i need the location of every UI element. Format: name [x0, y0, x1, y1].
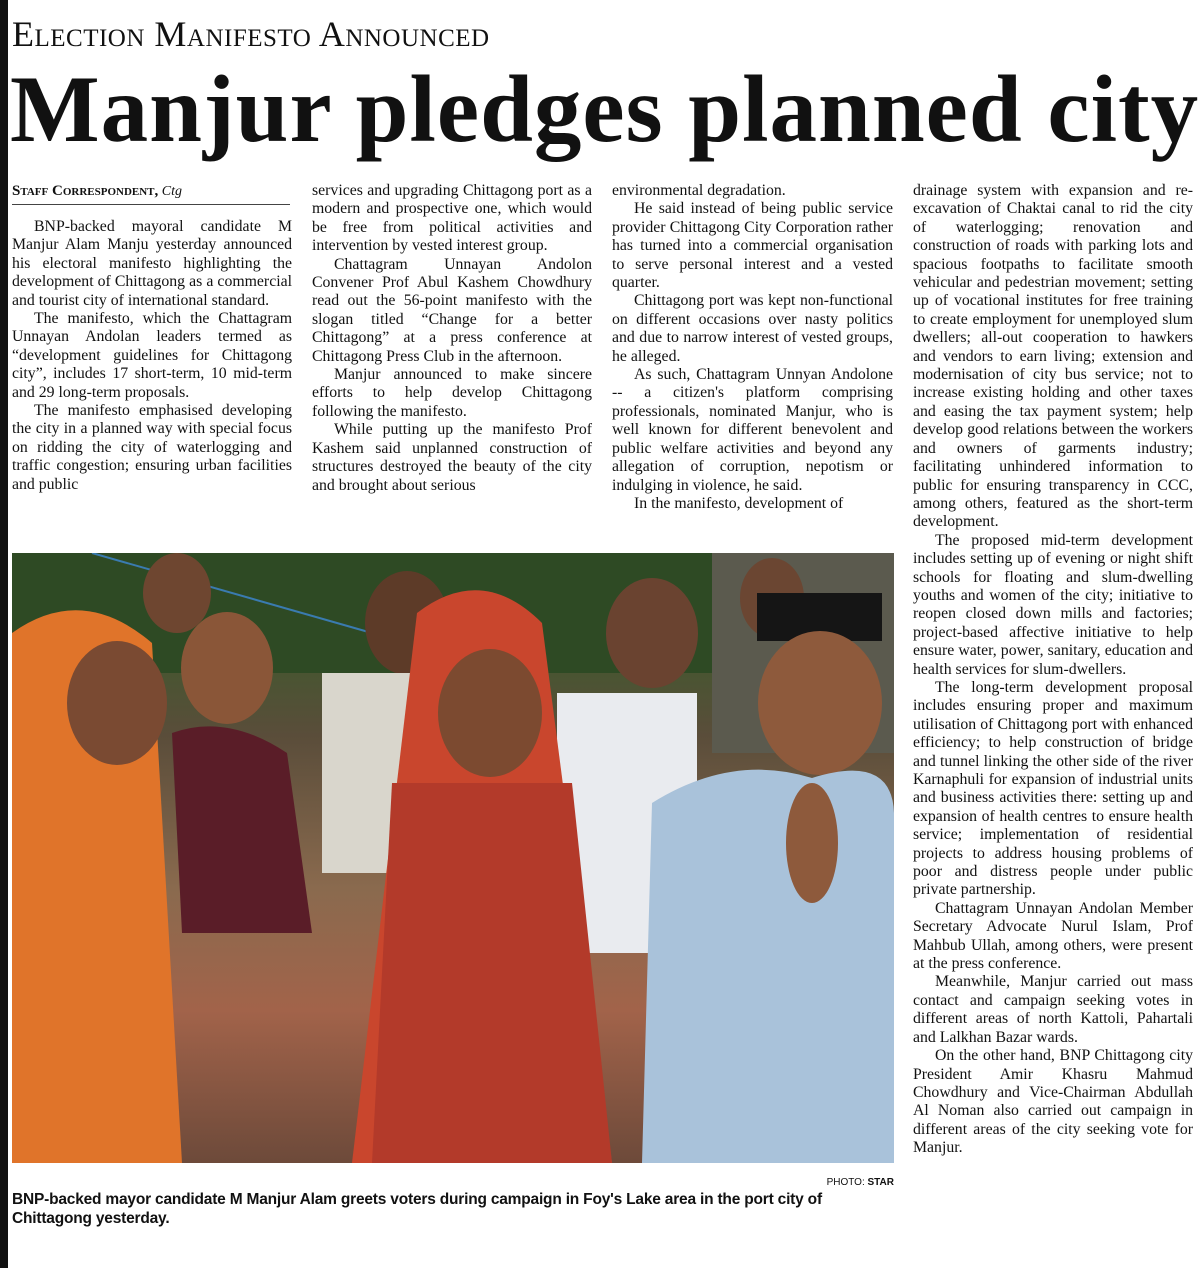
page-edge-bar — [0, 0, 8, 1268]
byline-location: Ctg — [161, 184, 182, 199]
paragraph: drainage system with expansion and re-excavation of Chaktai canal to rid the city of waterlogging; renovation and construction of roads with parking lots and spacious footpaths to facilitate smooth vehicular and pedestrian movement; setting up of vocational institutes for free training to create employment for unemployed slum dwellers; all-out cooperation to hawkers and vendors to earn living; extension and modernisation of city bus service; not to increase existing holding and other taxes and easing the tax payment system; help develop good relations between the workers and owners of garments industry; facilitating unhindered information to public for ensuring transparency in CCC, among others, featured as the short-term development. — [913, 182, 1193, 531]
photo-credit — [700, 1177, 894, 1188]
article-column-2 — [312, 182, 592, 495]
paragraph: The long-term development proposal includes ensuring proper and maximum utilisation of Chittagong port with enhanced efficiency; to help construction of bridge and tunnel linking the other side of the river Karnaphuli for expansion of industrial units and business activities there: setting up and expansion of health centres to ensure health service; implementation of residential projects to address housing problems of poor and distress people under public private partnership. — [913, 678, 1193, 899]
paragraph: BNP-backed mayoral candidate M Manjur Alam Manju yesterday announced his electoral manifesto highlighting the development of Chittagong as a commercial and tourist city of international standard. — [12, 218, 292, 309]
paragraph: Chattagram Unnayan Andolon Convener Prof Abul Kashem Chowdhury read out the 56-point manifesto with the slogan titled “Change for a better Chittagong” at a press conference at Chittagong Press Club in the afternoon. — [312, 255, 592, 365]
article-column-4 — [913, 182, 1193, 1158]
paragraph: The manifesto, which the Chattagram Unnayan Andolan leaders termed as “development guidelines for Chittagong city”, includes 17 short-term, 10 mid-term and 29 long-term proposals. — [12, 310, 292, 401]
article-column-1 — [12, 218, 292, 494]
kicker: Election Manifesto Announced — [12, 14, 490, 54]
paragraph: While putting up the manifesto Prof Kashem said unplanned construction of structures destroyed the beauty of the city and brought about serious — [312, 421, 592, 494]
photo-caption: BNP-backed mayor candidate M Manjur Alam greets voters during campaign in Foy's Lake area in the port city of Chittagong yesterday. — [12, 1191, 822, 1227]
byline-name: Staff Correspondent, — [12, 183, 159, 199]
paragraph: services and upgrading Chittagong port as a modern and prospective one, which would be free from political activities and intervention by vested interest group. — [312, 182, 592, 255]
news-photo — [12, 553, 894, 1163]
headline: Manjur pledges planned city — [10, 56, 1200, 162]
paragraph: Chittagong port was kept non-functional on different occasions over nasty politics and due to narrow interest of vested groups, he alleged. — [612, 292, 893, 365]
photo-illustration — [12, 553, 894, 1163]
paragraph: The manifesto emphasised developing the city in a planned way with special focus on ridding the city of waterlogging and traffic congestion; ensuring urban facilities and public — [12, 402, 292, 493]
paragraph: The proposed mid-term development includes setting up of evening or night shift schools for floating and slum-dwelling youths and women of the city; initiative to reopen closed down mills and factories; project-based affective initiative to help ensure water, power, sanitary, education and health services for slum-dwellers. — [913, 531, 1193, 678]
paragraph: Chattagram Unnayan Andolan Member Secretary Advocate Nurul Islam, Prof Mahbub Ullah, among others, were present at the press conference. — [913, 899, 1193, 973]
paragraph: On the other hand, BNP Chittagong city President Amir Khasru Mahmud Chowdhury and Vice-Chairman Abdullah Al Noman also carried out campaign in different areas of the city seeking vote for Manjur. — [913, 1047, 1193, 1157]
photo-credit-label: PHOTO: — [826, 1177, 865, 1188]
article-column-3 — [612, 182, 893, 513]
paragraph: environmental degradation. — [612, 182, 786, 199]
paragraph: Meanwhile, Manjur carried out mass contact and campaign seeking votes in different areas of north Kattoli, Pahartali and Lalkhan Bazar wards. — [913, 973, 1193, 1046]
paragraph: He said instead of being public service provider Chittagong City Corporation rather has turned into a commercial organisation to serve personal interest and a vested quarter. — [612, 200, 893, 292]
paragraph: In the manifesto, development of — [634, 494, 844, 512]
photo-credit-source: STAR — [867, 1177, 894, 1188]
paragraph: Manjur announced to make sincere efforts to help develop Chittagong following the manifesto. — [312, 366, 592, 420]
byline — [12, 182, 290, 205]
paragraph: As such, Chattagram Unnyan Andolone -- a citizen's platform comprising professionals, nominated Manjur, who is well known for different benevolent and public welfare activities and beyond any allegation of corruption, nepotism or indulging in violence, he said. — [612, 366, 893, 494]
